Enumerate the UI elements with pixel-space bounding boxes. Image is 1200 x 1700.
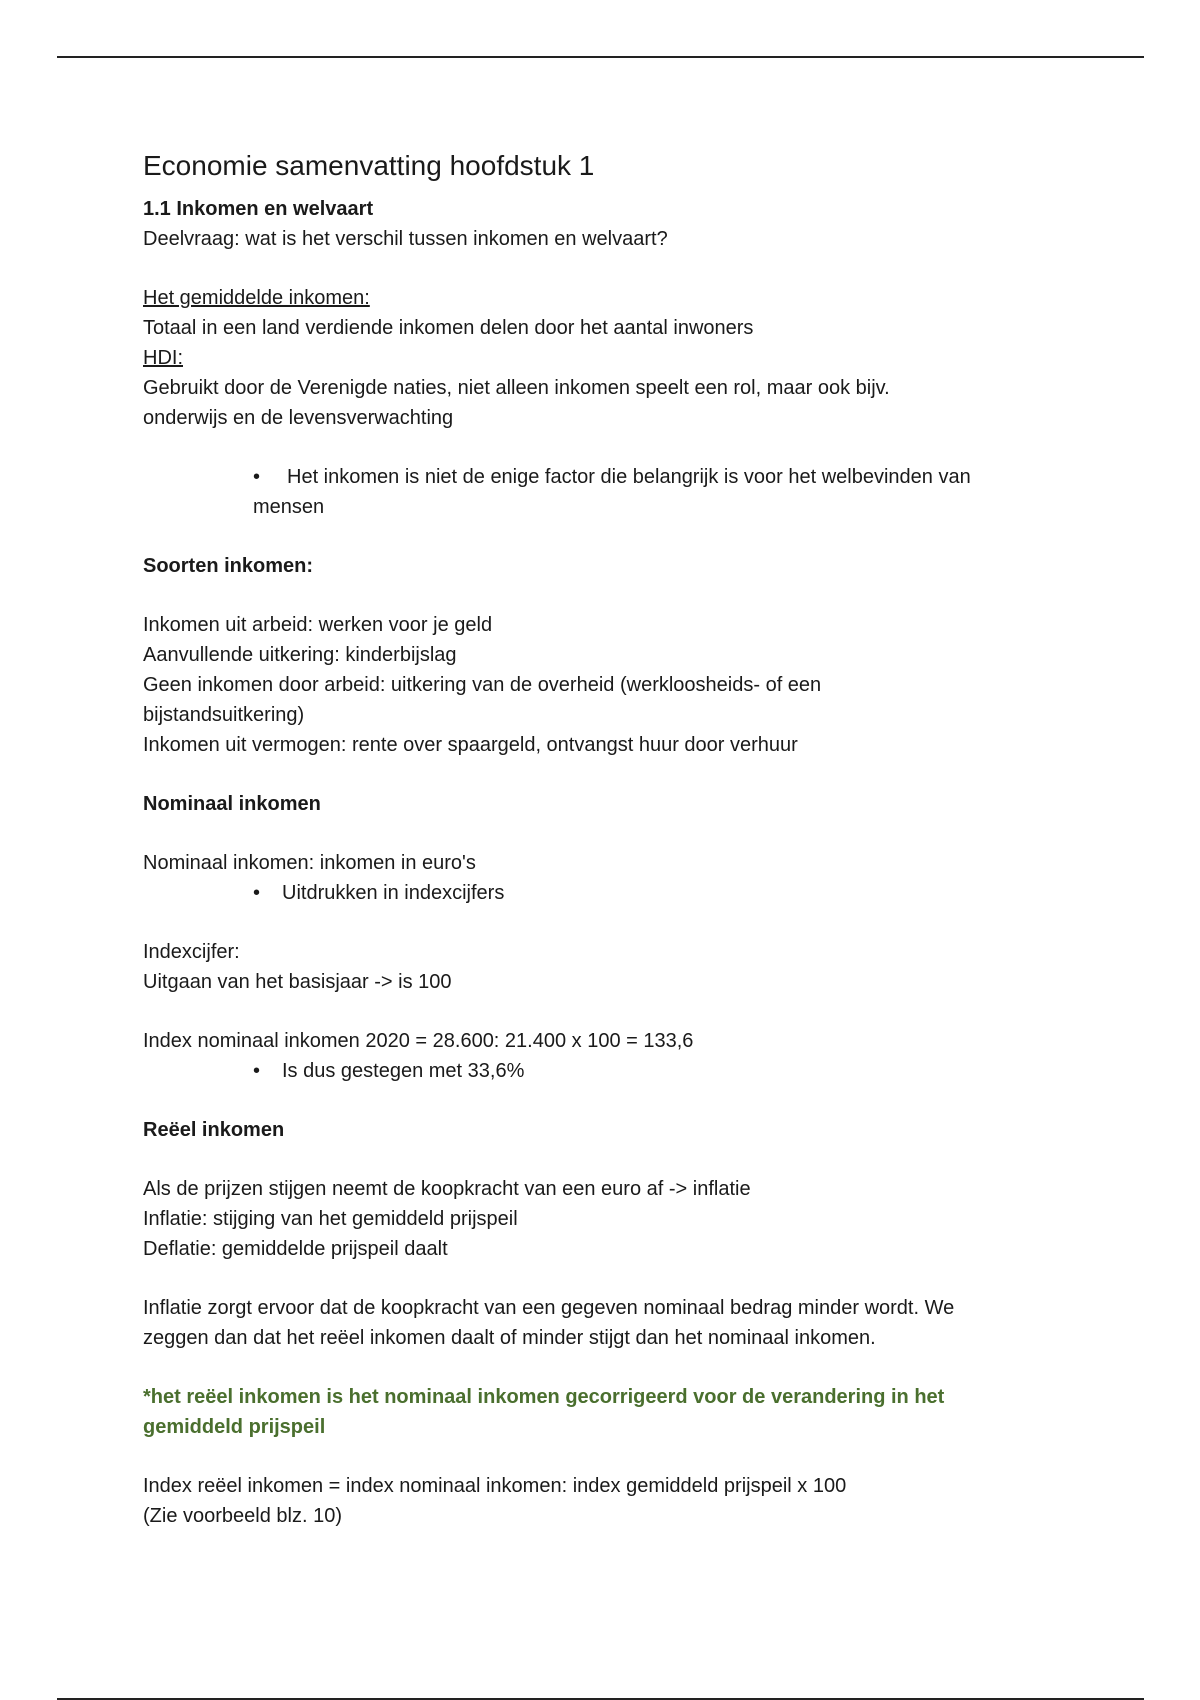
bullet-icon: • — [253, 882, 261, 904]
list-item — [143, 492, 1073, 522]
avg-income-label: Het gemiddelde inkomen: — [143, 287, 370, 309]
bullet-text: Uitdrukken in indexcijfers — [282, 882, 505, 904]
nominal-heading: Nominaal inkomen — [143, 793, 321, 815]
subquestion-text: Deelvraag: wat is het verschil tussen inkomen en welvaart? — [143, 228, 668, 250]
real-index-formula: Index reëel inkomen = index nominaal inkomen: index gemiddeld prijspeil x 100 — [143, 1475, 847, 1497]
income-type-line: Aanvullende uitkering: kinderbijslag — [143, 644, 457, 666]
list-item — [143, 878, 1073, 908]
inflation-paragraph-line2: zeggen dan dat het reëel inkomen daalt of minder stijgt dan het nominaal inkomen. — [143, 1327, 876, 1349]
nominal-definition: Nominaal inkomen: inkomen in euro's — [143, 852, 476, 874]
index-label: Indexcijfer: — [143, 941, 240, 963]
income-type-line: bijstandsuitkering) — [143, 704, 305, 726]
real-heading: Reëel inkomen — [143, 1119, 285, 1141]
real-text-line: Als de prijzen stijgen neemt de koopkracht van een euro af -> inflatie — [143, 1178, 751, 1200]
highlight-note-line1: *het reëel inkomen is het nominaal inkomen gecorrigeerd voor de verandering in het — [143, 1386, 945, 1408]
highlight-note-line2: gemiddeld prijspeil — [143, 1416, 326, 1438]
index-bullet-list — [143, 1056, 1073, 1086]
document-page — [143, 140, 1073, 1531]
page-reference: (Zie voorbeeld blz. 10) — [143, 1505, 342, 1527]
bullet-text: Is dus gestegen met 33,6% — [282, 1060, 525, 1082]
hdi-bullet-list — [143, 462, 1073, 522]
section-heading: 1.1 Inkomen en welvaart — [143, 198, 374, 220]
income-type-line: Inkomen uit vermogen: rente over spaargeld, ontvangst huur door verhuur — [143, 734, 798, 756]
header-rule — [57, 56, 1144, 58]
income-type-line: Inkomen uit arbeid: werken voor je geld — [143, 614, 493, 636]
bullet-icon: • — [253, 1060, 261, 1082]
bullet-text-line2: mensen — [253, 496, 325, 518]
hdi-text-line1: Gebruikt door de Verenigde naties, niet alleen inkomen speelt een rol, maar ook bijv. — [143, 377, 890, 399]
bullet-icon: • — [253, 466, 261, 488]
index-example: Index nominaal inkomen 2020 = 28.600: 21.400 x 100 = 133,6 — [143, 1030, 694, 1052]
real-text-line: Deflatie: gemiddelde prijspeil daalt — [143, 1238, 448, 1260]
hdi-label: HDI: — [143, 347, 183, 369]
income-type-line: Geen inkomen door arbeid: uitkering van de overheid (werkloosheids- of een — [143, 674, 822, 696]
real-text-line: Inflatie: stijging van het gemiddeld prijspeil — [143, 1208, 518, 1230]
income-types-heading: Soorten inkomen: — [143, 555, 314, 577]
index-text: Uitgaan van het basisjaar -> is 100 — [143, 971, 452, 993]
bullet-text-line1: Het inkomen is niet de enige factor die belangrijk is voor het welbevinden van — [287, 466, 971, 488]
hdi-text-line2: onderwijs en de levensverwachting — [143, 407, 454, 429]
list-item — [143, 1056, 1073, 1086]
avg-income-text: Totaal in een land verdiende inkomen delen door het aantal inwoners — [143, 317, 754, 339]
document-title: Economie samenvatting hoofdstuk 1 — [143, 150, 595, 181]
nominal-bullet-list — [143, 878, 1073, 908]
list-item — [143, 462, 1073, 492]
inflation-paragraph-line1: Inflatie zorgt ervoor dat de koopkracht van een gegeven nominaal bedrag minder wordt. We — [143, 1297, 955, 1319]
